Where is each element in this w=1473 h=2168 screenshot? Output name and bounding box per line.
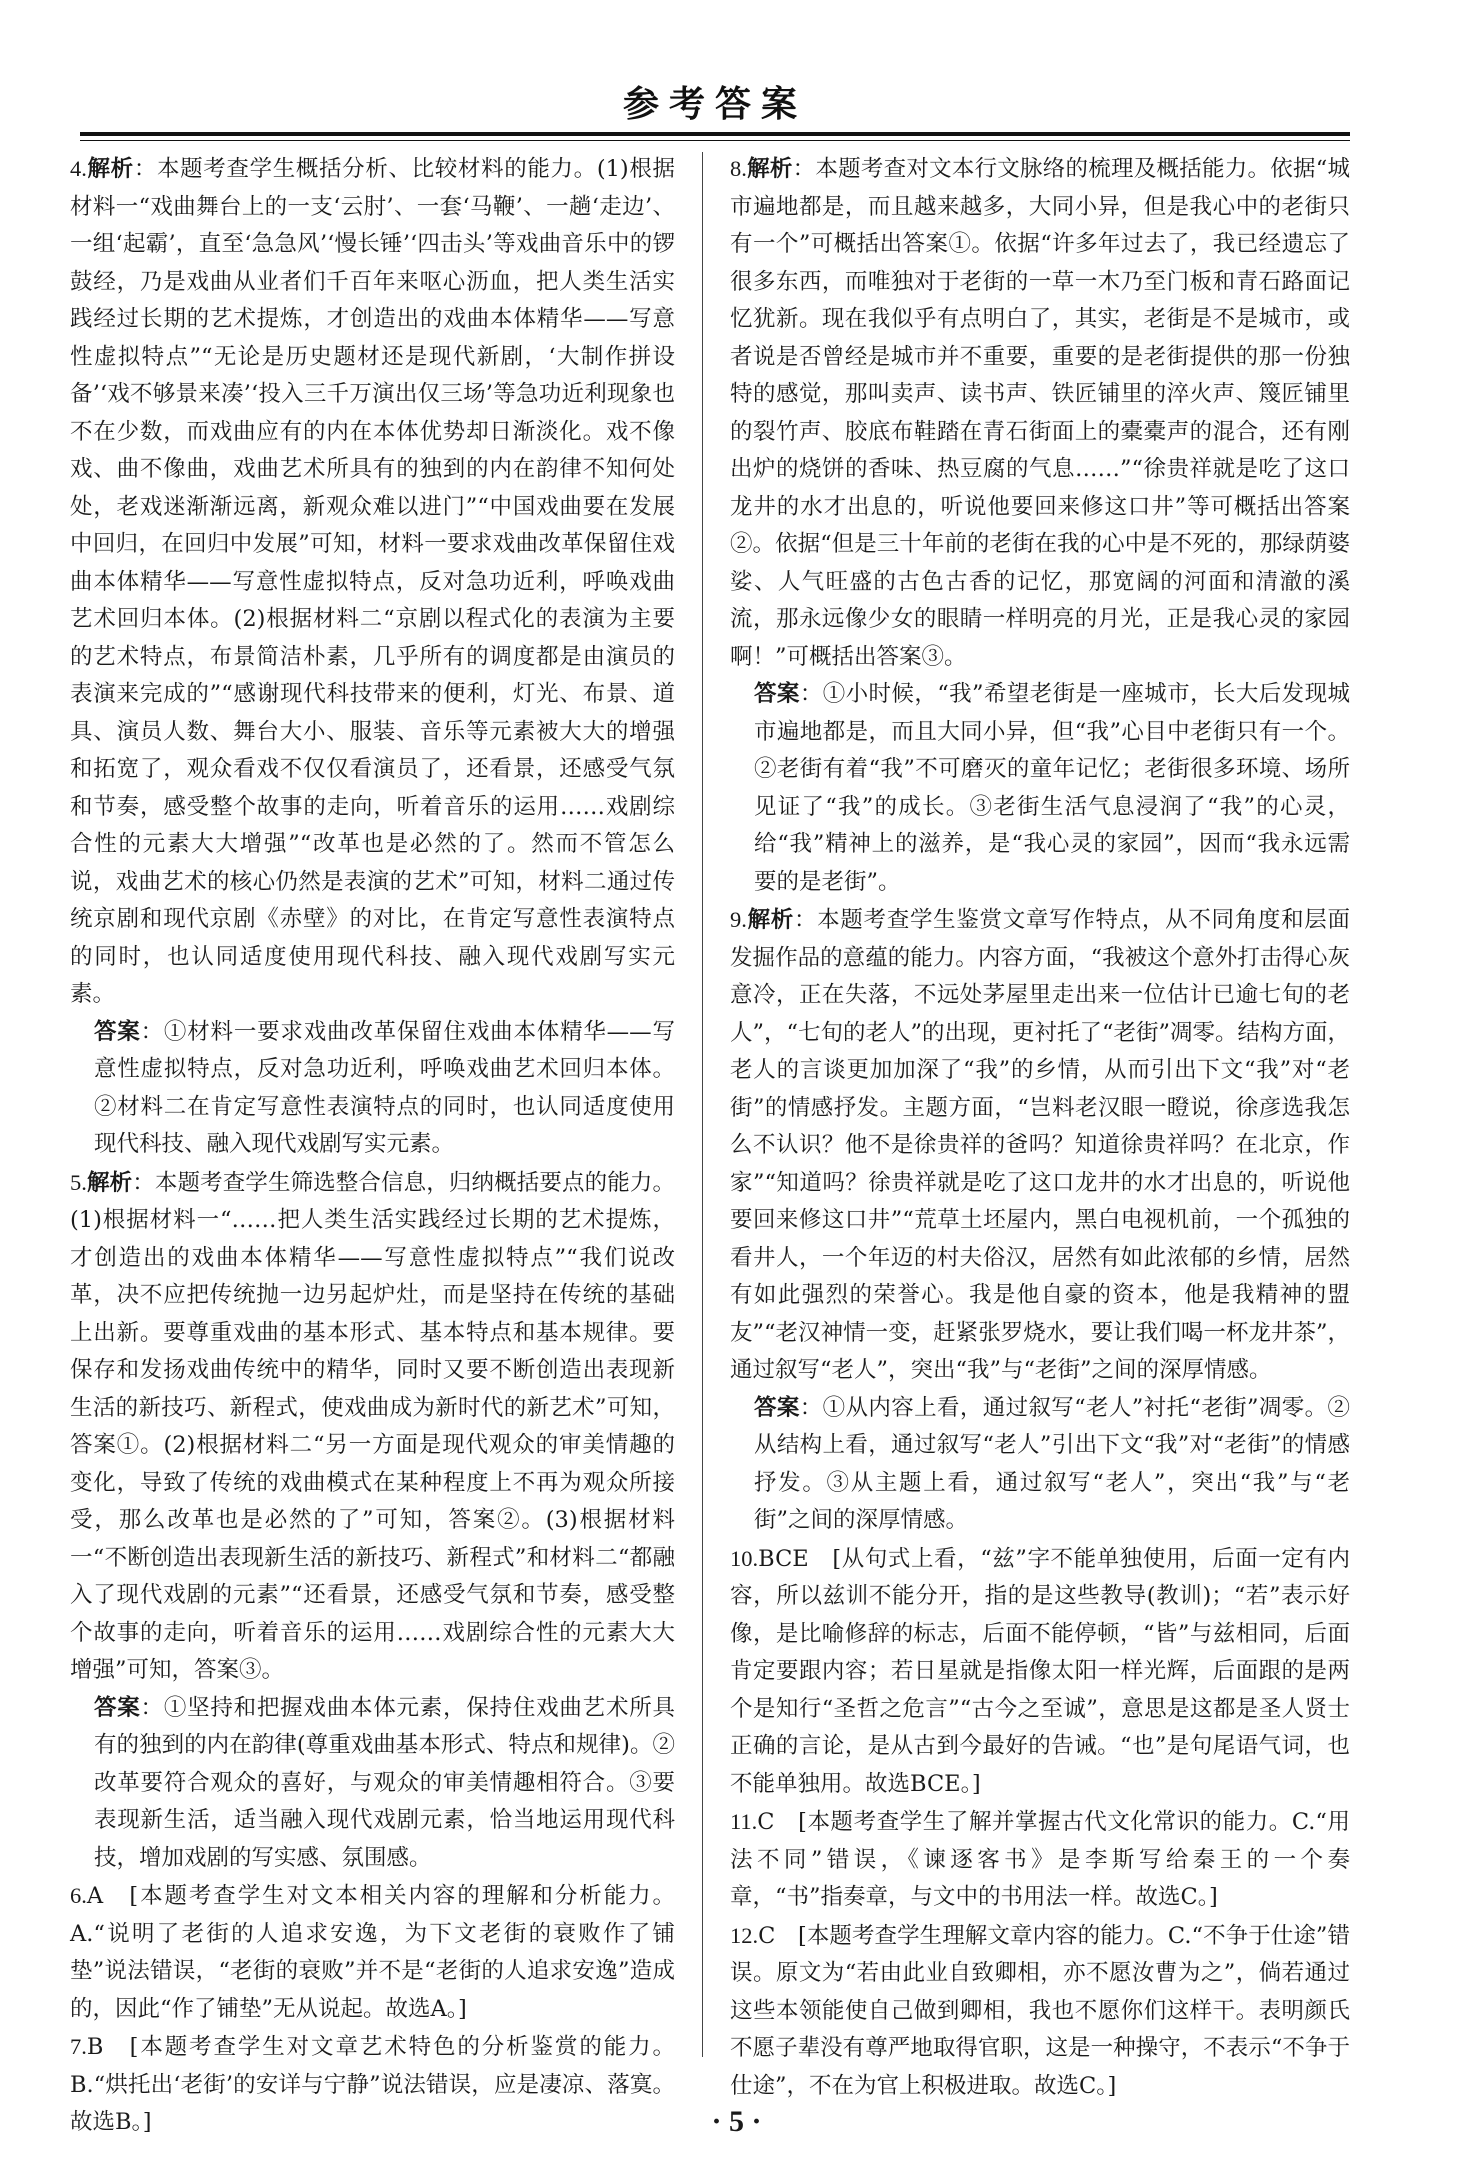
q4-answer	[70, 1014, 675, 1164]
q9-answer	[730, 1390, 1350, 1540]
q10-text: BCE [从句式上看，“兹”字不能单独使用，后面一定有内容，所以兹训不能分开，指的是这些教导(教训)；“若”表示好像，是比喻修辞的标志，后面不能停顿，“皆”与兹相同，后面肯定要跟内容；若日星就是指像太阳一样光辉，后面跟的是两个是知行“圣哲之危言”“古今之至诚”，意思是这都是圣人贤士正确的言论，是从古到今最好的告诫。“也”是句尾语气词，也不能单独用。故选BCE。]	[730, 1545, 1350, 1797]
q9-answer-text: ：①从内容上看，通过叙写“老人”衬托“老街”凋零。②从结构上看，通过叙写“老人”引出下文“我”对“老街”的情感抒发。③从主题上看，通过叙写“老人”，突出“我”与“老街”之间的深厚情感。	[754, 1394, 1350, 1533]
q4-answer-text: ：①材料一要求戏曲改革保留住戏曲本体精华——写意性虚拟特点，反对急功近利，呼唤戏曲艺术回归本体。②材料二在肯定写意性表演特点的同时，也认同适度使用现代科技、融入现代戏剧写实元素。	[94, 1018, 675, 1157]
question-10	[730, 1540, 1350, 1804]
q9-answer-label: 答案	[754, 1394, 800, 1421]
q7-number: 7.	[70, 2034, 87, 2059]
q9-number: 9.	[730, 907, 747, 932]
question-5	[70, 1164, 675, 1878]
question-6	[70, 1877, 675, 2028]
q10-text-block	[730, 1540, 1350, 1804]
q5-answer-text: ：①坚持和把握戏曲本体元素，保持住戏曲艺术所具有的独到的内在韵律(尊重戏曲基本形式、特点和规律)。②改革要符合观众的喜好，与观众的审美情趣相符合。③要表现新生活，适当融入现代戏剧元素，恰当地运用现代科技，增加戏剧的写实感、氛围感。	[94, 1694, 675, 1871]
right-column	[730, 150, 1350, 2105]
header-rule-thin	[80, 140, 1350, 141]
q7-text: B [本题考查学生对文章艺术特色的分析鉴赏的能力。B.“烘托出‘老街’的安详与宁静”说法错误，应是凄凉、落寞。故选B。]	[70, 2034, 675, 2135]
q11-number: 11.	[730, 1809, 758, 1834]
q12-text-block	[730, 1917, 1350, 2106]
q8-analysis-label: 解析	[746, 156, 793, 182]
q10-number: 10.	[730, 1545, 759, 1571]
q11-text-block	[730, 1803, 1350, 1917]
left-column	[70, 150, 675, 2142]
page-number: · 5 ·	[711, 2105, 762, 2138]
q8-answer	[730, 676, 1350, 901]
question-4	[70, 150, 675, 1164]
q8-answer-label: 答案	[754, 681, 800, 707]
q8-answer-text: ：①小时候，“我”希望老街是一座城市，长大后发现城市遍地都是，而且大同小异，但“我”心目中老街只有一个。②老街有着“我”不可磨灭的童年记忆；老街很多环境、场所见证了“我”的成长。③老街生活气息浸润了“我”的心灵，给“我”精神上的滋养，是“我心灵的家园”，因而“我永远需要的是老街”。	[754, 681, 1350, 895]
q8-analysis	[730, 150, 1350, 676]
q5-number: 5.	[70, 1169, 87, 1195]
q5-analysis	[70, 1164, 675, 1690]
question-9	[730, 901, 1350, 1540]
q4-analysis-text: ：本题考查学生概括分析、比较材料的能力。(1)根据材料一“戏曲舞台上的一支‘云肘’、一套‘马鞭’、一趟‘走边’、一组‘起霸’，直至‘急急风’‘慢长锤’‘四击头’等戏曲音乐中的锣鼓经，乃是戏曲从业者们千百年来呕心沥血，把人类生活实践经过长期的艺术提炼，才创造出的戏曲本体精华——写意性虚拟特点”“无论是历史题材还是现代新剧，‘大制作拼设备’‘戏不够景来凑’‘投入三千万演出仅三场’等急功近利现象也不在少数，而戏曲应有的内在本体优势却日渐淡化。戏不像戏、曲不像曲，戏曲艺术所具有的独到的内在韵律不知何处处，老戏迷渐渐远离，新观众难以进门”“中国戏曲要在发展中回归，在回归中发展”可知，材料一要求戏曲改革保留住戏曲本体精华——写意性虚拟特点，反对急功近利，呼唤戏曲艺术回归本体。(2)根据材料二“京剧以程式化的表演为主要的艺术特点，布景简洁朴素，几乎所有的调度都是由演员的表演来完成的”“感谢现代科技带来的便利，灯光、布景、道具、演员人数、舞台大小、服装、音乐等元素被大大的增强和拓宽了，观众看戏不仅仅看演员了，还看景，还感受气氛和节奏，感受整个故事的走向，听着音乐的运用……戏剧综合性的元素大大增强”“改革也是必然的了。然而不管怎么说，戏曲艺术的核心仍然是表演的艺术”可知，材料二通过传统京剧和现代京剧《赤壁》的对比，在肯定写意性表演特点的同时，也认同适度使用现代科技、融入现代戏剧写实元素。	[70, 156, 675, 1007]
header-rule	[80, 132, 1350, 136]
q9-analysis-text: ：本题考查学生鉴赏文章写作特点，从不同角度和层面发掘作品的意蕴的能力。内容方面，“我被这个意外打击得心灰意冷，正在失落，不远处茅屋里走出来一位估计已逾七旬的老人”，“七旬的老人”的出现，更衬托了“老街”凋零。结构方面，老人的言谈更加加深了“我”的乡情，从而引出下文“我”对“老街”的情感抒发。主题方面，“岂料老汉眼一瞪说，徐彦选我怎么不认识？他不是徐贵祥的爸吗？知道徐贵祥吗？在北京，作家”“知道吗？徐贵祥就是吃了这口龙井的水才出息的，听说他要回来修这口井”“荒草土坯屋内，黑白电视机前，一个孤独的看井人，一个年迈的村夫俗汉，居然有如此浓郁的乡情，居然有如此强烈的荣誉心。我是他自豪的资本，他是我精神的盟友”“老汉神情一变，赶紧张罗烧水，要让我们喝一杯龙井茶”，通过叙写“老人”，突出“我”与“老街”之间的深厚情感。	[730, 907, 1351, 1383]
q4-analysis	[70, 150, 675, 1014]
q8-number: 8.	[730, 156, 747, 181]
q5-answer-label: 答案	[94, 1694, 141, 1721]
q9-analysis	[730, 901, 1350, 1390]
q6-text-block	[70, 1877, 675, 2028]
q4-answer-label: 答案	[94, 1018, 141, 1045]
q5-analysis-label: 解析	[86, 1169, 133, 1196]
question-8	[730, 150, 1350, 901]
column-divider	[702, 152, 703, 2057]
q9-analysis-label: 解析	[746, 907, 794, 933]
q5-answer	[70, 1690, 675, 1878]
q11-text: C [本题考查学生了解并掌握古代文化常识的能力。C.“用法不同”错误，《谏逐客书》是李斯写给秦王的一个奏章，“书”指奏章，与文中的书用法一样。故选C。]	[730, 1809, 1350, 1910]
page-header	[80, 76, 1350, 127]
q12-number: 12.	[730, 1922, 759, 1948]
question-11	[730, 1803, 1350, 1917]
question-12	[730, 1917, 1350, 2106]
q6-text: A [本题考查学生对文本相关内容的理解和分析能力。A.“说明了老街的人追求安逸，为下文老街的衰败作了铺垫”说法错误，“老街的衰败”并不是“老街的人追求安逸”造成的，因此“作了铺垫”无从说起。故选A。]	[70, 1883, 675, 2022]
q12-text: C [本题考查学生理解文章内容的能力。C.“不争于仕途”错误。原文为“若由此业自致卿相，亦不愿汝曹为之”，倘若通过这些本领能使自己做到卿相，我也不愿你们这样干。表明颜氏不愿子辈没有尊严地取得官职，这是一种操守，不表示“不争于仕途”，不在为官上积极进取。故选C。]	[730, 1922, 1350, 2099]
q5-analysis-text: ：本题考查学生筛选整合信息，归纳概括要点的能力。(1)根据材料一“……把人类生活实践经过长期的艺术提炼，才创造出的戏曲本体精华——写意性虚拟特点”“我们说改革，决不应把传统抛一边另起炉灶，而是坚持在传统的基础上出新。要尊重戏曲的基本形式、基本特点和基本规律。要保存和发扬戏曲传统中的精华，同时又要不断创造出表现新生活的新技巧、新程式，使戏曲成为新时代的新艺术”可知，答案①。(2)根据材料二“另一方面是现代观众的审美情趣的变化，导致了传统的戏曲模式在某种程度上不再为观众所接受，那么改革也是必然的了”可知，答案②。(3)根据材料一“不断创造出表现新生活的新技巧、新程式”和材料二“都融入了现代戏剧的元素”“还看景，还感受气氛和节奏，感受整个故事的走向，听着音乐的运用……戏剧综合性的元素大大增强”可知，答案③。	[70, 1169, 675, 1683]
q6-number: 6.	[70, 1883, 87, 1908]
page-title: 参考答案	[622, 84, 807, 125]
q4-analysis-label: 解析	[86, 156, 134, 182]
q4-number: 4.	[70, 156, 87, 181]
q8-analysis-text: ：本题考查对文本行文脉络的梳理及概括能力。依据“城市遍地都是，而且越来越多，大同小异，但是我心中的老街只有一个”可概括出答案①。依据“许多年过去了，我已经遗忘了很多东西，而唯独对于老街的一草一木乃至门板和青石路面记忆犹新。现在我似乎有点明白了，其实，老街是不是城市，或者说是否曾经是城市并不重要，重要的是老街提供的那一份独特的感觉，那叫卖声、读书声、铁匠铺里的淬火声、篾匠铺里的裂竹声、胶底布鞋踏在青石街面上的橐橐声的混合，还有刚出炉的烧饼的香味、热豆腐的气息……”“徐贵祥就是吃了这口龙井的水才出息的，听说他要回来修这口井”等可概括出答案②。依据“但是三十年前的老街在我的心中是不死的，那绿荫婆娑、人气旺盛的古色古香的记忆，那宽阔的河面和清澈的溪流，那永远像少女的眼睛一样明亮的月光，正是我心灵的家园啊！”可概括出答案③。	[730, 156, 1350, 670]
